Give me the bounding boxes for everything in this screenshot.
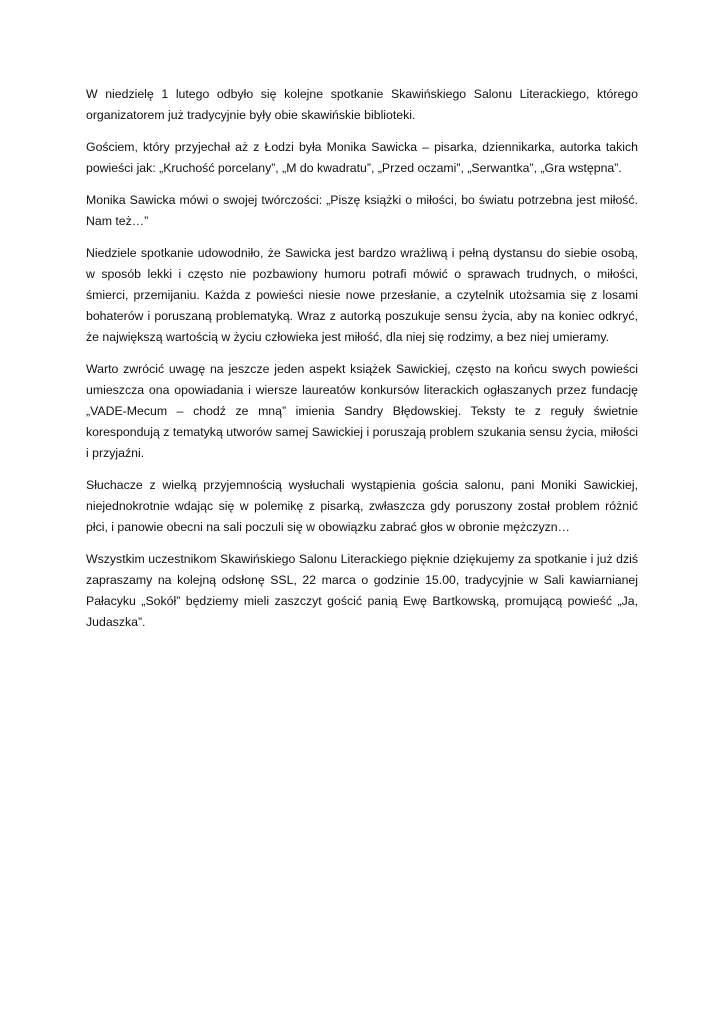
paragraph-7: Wszystkim uczestnikom Skawińskiego Salonu Literackiego pięknie dziękujemy za spotkanie i już dziś zapraszamy na kolejną odsłonę SSL, 22 marca o godzinie 15.00, tradycyjnie w Sali kawiarnianej Pałacyku „Sokół” będziemy mieli zaszczyt gościć panią Ewę Bartkowską, promującą powieść „Ja, Judaszka”.	[86, 552, 638, 629]
document-body	[86, 84, 638, 644]
paragraph-2: Gościem, który przyjechał aż z Łodzi była Monika Sawicka – pisarka, dziennikarka, autorka takich powieści jak: „Kruchość porcelany”, „M do kwadratu”, „Przed oczami”, „Serwantka”, „Gra wstępna”.	[86, 140, 638, 175]
paragraph-1: W niedzielę 1 lutego odbyło się kolejne spotkanie Skawińskiego Salonu Literackiego, którego organizatorem już tradycyjnie były obie skawińskie biblioteki.	[86, 87, 638, 122]
paragraph-5: Warto zwrócić uwagę na jeszcze jeden aspekt książek Sawickiej, często na końcu swych powieści umieszcza ona opowiadania i wiersze laureatów konkursów literackich ogłaszanych przez fundację „VADE-Mecum – chodź ze mną” imienia Sandry Błędowskiej. Teksty te z reguły świetnie korespondują z tematyką utworów samej Sawickiej i poruszają problem szukania sensu życia, miłości i przyjaźni.	[86, 362, 638, 460]
paragraph-3: Monika Sawicka mówi o swojej twórczości: „Piszę książki o miłości, bo światu potrzebna jest miłość. Nam też…”	[86, 193, 638, 228]
paragraph-4: Niedziele spotkanie udowodniło, że Sawicka jest bardzo wrażliwą i pełną dystansu do siebie osobą, w sposób lekki i często nie pozbawiony humoru potrafi mówić o sprawach trudnych, o miłości, śmierci, przemijaniu. Każda z powieści niesie nowe przesłanie, a czytelnik utożsamia się z losami bohaterów i poruszaną problematyką. Wraz z autorką poszukuje sensu życia, aby na koniec odkryć, że największą wartością w życiu człowieka jest miłość, dla niej się rodzimy, a bez niej umieramy.	[86, 246, 638, 344]
paragraph-6: Słuchacze z wielką przyjemnością wysłuchali wystąpienia gościa salonu, pani Moniki Sawickiej, niejednokrotnie wdając się w polemikę z pisarką, zwłaszcza gdy poruszony został problem różnić płci, i panowie obecni na sali poczuli się w obowiązku zabrać głos w obronie mężczyzn…	[86, 478, 638, 534]
